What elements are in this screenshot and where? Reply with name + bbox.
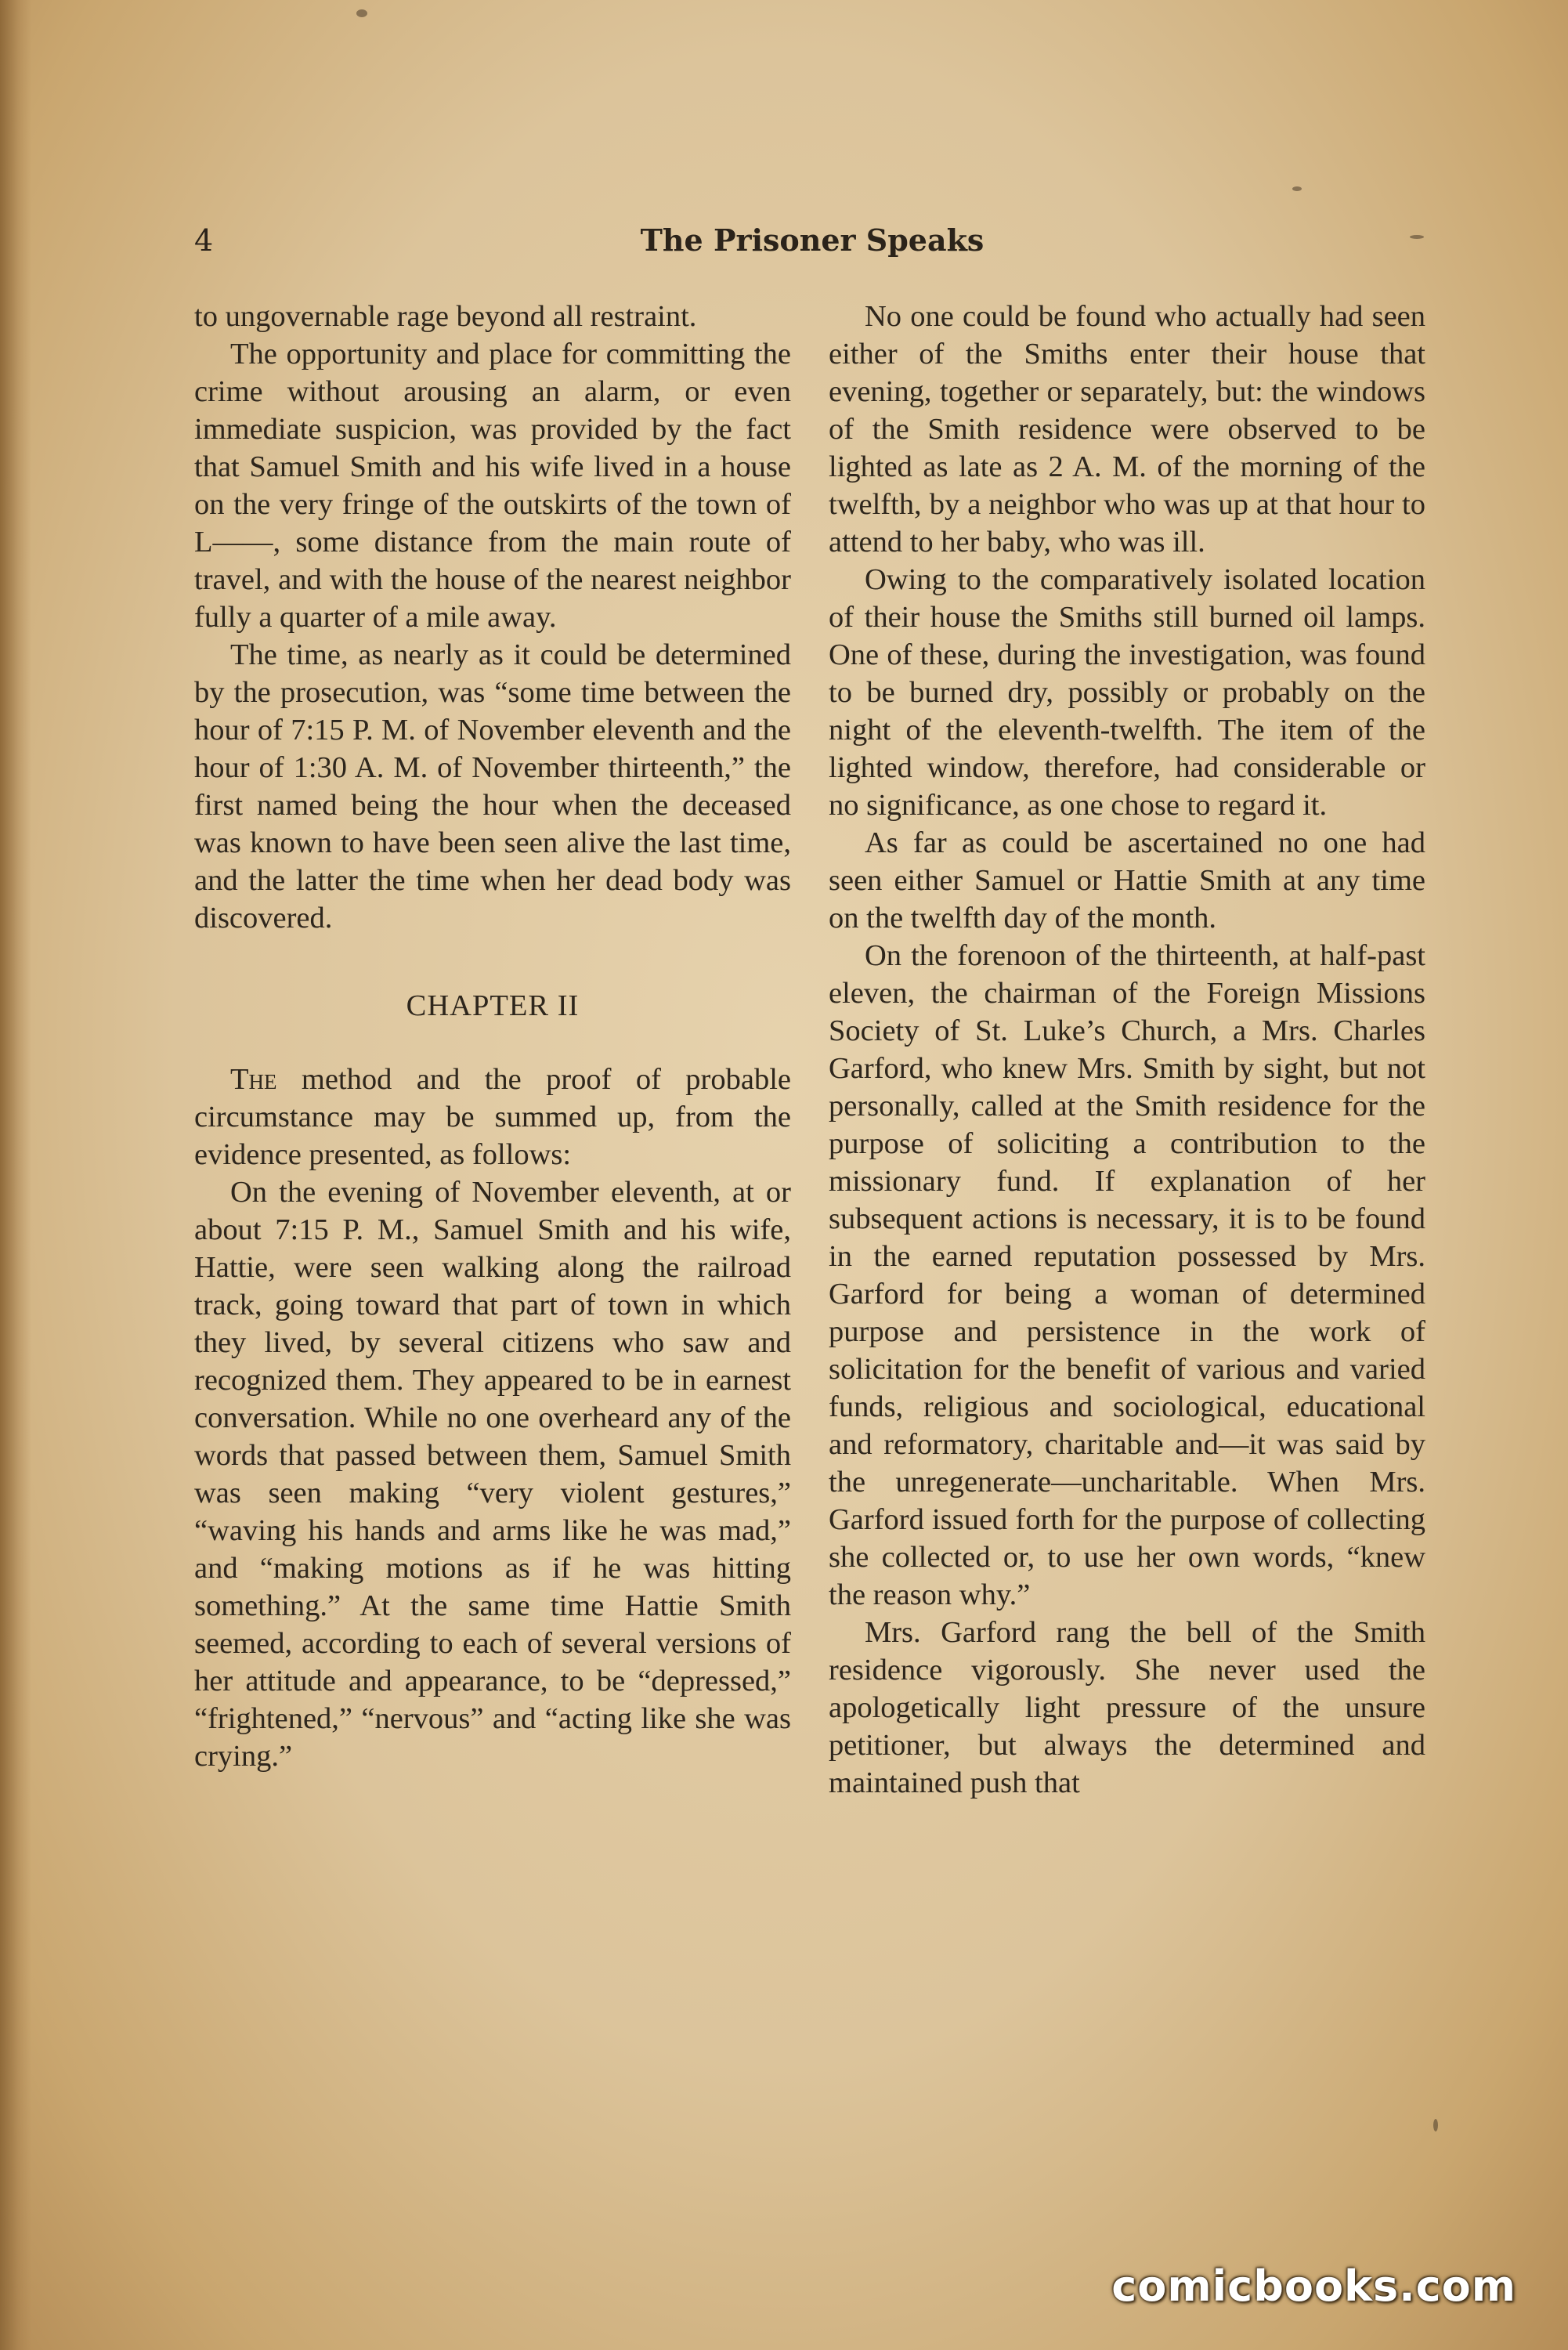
paragraph: As far as could be ascertained no one had seen either Samuel or Hattie Smith at any time on the twelfth day of the month. [829,826,1425,935]
paragraph: No one could be found who actually had seen either of the Smiths enter their house that evening, together or separately, but: the windows of the Smith residence were observed to be lighted as late as 2 A. M. of the morning of the twelfth, by a neighbor who was up at that hour to attend to her baby, who was ill. [829,300,1425,559]
small-caps-lead: The [230,1063,277,1096]
chapter-heading: CHAPTER II [406,989,580,1022]
right-text-column [829,298,1425,1802]
left-text-column [194,298,791,1775]
paragraph: Owing to the comparatively isolated location of their house the Smiths still burned oil lamps. One of these, during the investigation, was found to be burned dry, possibly or probably on the night of the eleventh-twelfth. The item of the lighted window, therefore, had considerable or no significance, as one chose to regard it. [829,563,1425,822]
site-watermark: comicbooks.com [1111,2261,1516,2311]
paper-speck [356,9,367,17]
page-edge-shadow [0,0,31,2350]
paragraph: to ungovernable rage beyond all restraint. [194,300,697,333]
paper-speck [1433,2119,1438,2131]
page-number: 4 [194,223,214,258]
running-title: The Prisoner Speaks [640,222,985,258]
paragraph [194,1061,791,1173]
paragraph: Mrs. Garford rang the bell of the Smith residence vigorously. She never used the apologetically light pressure of the unsure petitioner, but always the determined and maintained push that [829,1616,1425,1799]
paper-speck [1292,186,1302,191]
paragraph: The time, as nearly as it could be determined by the prosecution, was “some time between the hour of 7:15 P. M. of November eleventh and the hour of 1:30 A. M. of November thirteenth,” the first named being the hour when the deceased was known to have been seen alive the last time, and the latter the time when her dead body was discovered. [194,638,791,935]
paragraph-text: method and the proof of probable circumstance may be summed up, from the evidence presented, as follows: [194,1063,791,1171]
paragraph: On the forenoon of the thirteenth, at half-past eleven, the chairman of the Foreign Missions Society of St. Luke’s Church, a Mrs. Charles Garford, who knew Mrs. Smith by sight, but not personally, called at the Smith residence for the purpose of soliciting a contribution to the missionary fund. If explanation of her subsequent actions is necessary, it is to be found in the earned reputation possessed by Mrs. Garford for being a woman of determined purpose and persistence in the work of solicitation for the benefit of various and varied funds, religious and sociological, educational and reformatory, charitable and—it was said by the unregenerate—uncharitable. When Mrs. Garford issued forth for the purpose of collecting she collected or, to use her own words, “knew the reason why.” [829,939,1425,1611]
paragraph: On the evening of November eleventh, at or about 7:15 P. M., Samuel Smith and his wife, Hattie, were seen walking along the railroad track, going toward that part of town in which they lived, by several citizens who saw and recognized them. They appeared to be in earnest conversation. While no one overheard any of the words that passed between them, Samuel Smith was seen making “very violent gestures,” “waving his hands and arms like he was mad,” and “making motions as if he was hitting something.” At the same time Hattie Smith seemed, according to each of several versions of her attitude and appearance, to be “depressed,” “frightened,” “nervous” and “acting like she was crying.” [194,1176,791,1773]
page-header [194,221,1430,260]
paragraph: The opportunity and place for committing the crime without arousing an alarm, or even immediate suspicion, was provided by the fact that Samuel Smith and his wife lived in a house on the very fringe of the outskirts of the town of L——, some distance from the main route of travel, and with the house of the nearest neighbor fully a quarter of a mile away. [194,338,791,634]
